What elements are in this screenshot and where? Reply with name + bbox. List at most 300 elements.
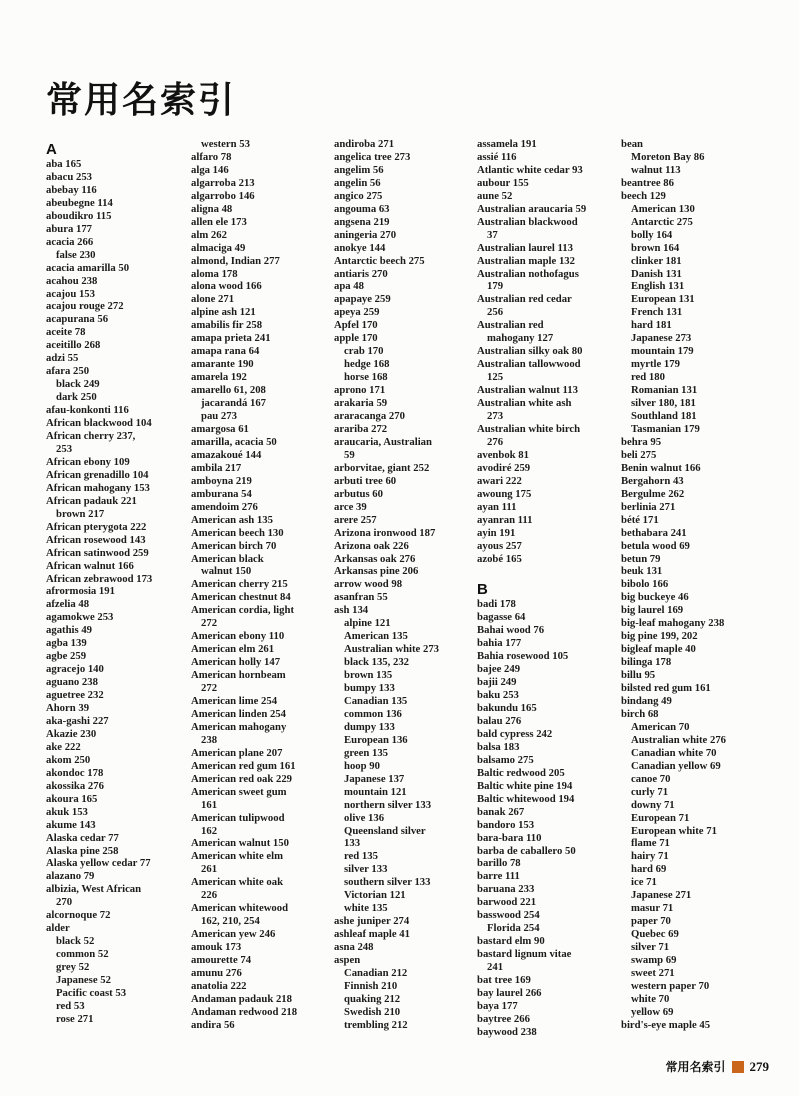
index-entry: American chestnut 84 <box>191 591 291 604</box>
index-entry: bald cypress 242 <box>477 727 553 740</box>
index-column-5 <box>621 138 771 1032</box>
index-entry: basswood 254 <box>477 909 540 922</box>
index-entry: Andaman redwood 218 <box>191 1005 298 1018</box>
index-entry: Australian red <box>477 319 544 332</box>
index-subentry: crab 170 <box>344 345 384 358</box>
index-columns <box>46 138 766 1038</box>
index-subentry: bolly 164 <box>631 228 673 241</box>
index-entry: American cherry 215 <box>191 578 288 591</box>
index-subentry: mountain 179 <box>631 345 694 358</box>
index-entry: American birch 70 <box>191 539 277 552</box>
index-entry: bigleaf maple 40 <box>621 643 696 656</box>
index-subentry: brown 217 <box>56 507 105 520</box>
index-entry: aspen <box>334 954 361 967</box>
index-subentry: paper 70 <box>631 915 671 928</box>
index-entry: angelica tree 273 <box>334 150 411 163</box>
index-entry: baya 177 <box>477 999 518 1012</box>
index-entry: bajee 249 <box>477 663 521 676</box>
index-entry: acacia amarilla 50 <box>46 261 130 274</box>
index-entry: American mahogany <box>191 720 287 733</box>
index-entry: betun 79 <box>621 552 661 565</box>
index-entry: arere 257 <box>334 513 377 526</box>
index-entry: algarrobo 146 <box>191 189 255 202</box>
index-entry: amazakoué 144 <box>191 448 262 461</box>
index-subentry: 133 <box>344 837 361 850</box>
index-subentry: trembling 212 <box>344 1018 408 1031</box>
index-subentry: common 52 <box>56 948 109 961</box>
index-entry: American plane 207 <box>191 746 283 759</box>
page-footer <box>665 1058 769 1075</box>
index-entry: Australian araucaria 59 <box>477 202 587 215</box>
index-subentry: downy 71 <box>631 798 675 811</box>
footer-title: 常用名索引 <box>665 1060 726 1074</box>
index-subentry: grey 52 <box>56 961 90 974</box>
index-entry: Baltic redwood 205 <box>477 766 565 779</box>
index-entry: African grenadillo 104 <box>46 468 149 481</box>
index-subentry: canoe 70 <box>631 772 671 785</box>
index-subentry: Australian white 276 <box>631 733 727 746</box>
index-subentry: western 53 <box>201 138 250 150</box>
index-entry: Arizona oak 226 <box>334 539 409 552</box>
index-entry: American black <box>191 552 264 565</box>
index-subentry: mahogany 127 <box>487 332 554 345</box>
index-subentry: 241 <box>487 961 504 974</box>
index-subentry: ice 71 <box>631 876 657 889</box>
index-entry: Arizona ironwood 187 <box>334 526 436 539</box>
index-entry: bibolo 166 <box>621 578 669 591</box>
index-entry: American white oak <box>191 876 284 889</box>
index-subentry: alpine 121 <box>344 617 391 630</box>
index-entry: agbe 259 <box>46 650 87 663</box>
index-subentry: Pacific coast 53 <box>56 987 127 999</box>
index-entry: African pterygota 222 <box>46 520 147 533</box>
index-entry: ake 222 <box>46 740 81 753</box>
index-subentry: walnut 150 <box>201 565 252 578</box>
index-entry: aceitillo 268 <box>46 339 101 352</box>
index-subentry: silver 180, 181 <box>631 397 696 410</box>
index-subentry: 162 <box>201 824 218 837</box>
index-entry: American beech 130 <box>191 526 284 539</box>
index-subentry: horse 168 <box>344 371 388 384</box>
index-subentry: Canadian yellow 69 <box>631 759 721 772</box>
index-entry: agba 139 <box>46 637 87 650</box>
page-title: 常用名索引 <box>46 80 237 121</box>
index-entry: Bahia rosewood 105 <box>477 650 569 663</box>
index-entry: aloma 178 <box>191 267 238 280</box>
index-subentry: Moreton Bay 86 <box>631 150 705 163</box>
index-entry: bat tree 169 <box>477 974 531 987</box>
index-entry: big buckeye 46 <box>621 591 689 604</box>
index-entry: ambila 217 <box>191 461 242 474</box>
index-subentry: Canadian 135 <box>344 694 408 707</box>
index-entry: Arkansas oak 276 <box>334 552 416 565</box>
index-entry: Bergahorn 43 <box>621 474 684 487</box>
index-entry: Bahai wood 76 <box>477 624 545 637</box>
index-entry: berlinia 271 <box>621 500 676 513</box>
index-subentry: pau 273 <box>201 410 237 423</box>
index-subentry: clinker 181 <box>631 254 682 267</box>
index-entry: Australian red cedar <box>477 293 572 306</box>
index-entry: Alaska pine 258 <box>46 844 119 857</box>
index-entry: bean <box>621 138 643 150</box>
index-subentry: silver 71 <box>631 941 670 954</box>
index-entry: American red oak 229 <box>191 772 293 785</box>
index-entry: araracanga 270 <box>334 410 405 423</box>
index-column-3 <box>334 138 484 1032</box>
index-subentry: red 180 <box>631 371 665 384</box>
index-entry: baytree 266 <box>477 1012 530 1025</box>
index-entry: afau-konkonti 116 <box>46 404 129 417</box>
index-entry: Australian nothofagus <box>477 267 579 280</box>
index-entry: baku 253 <box>477 689 519 702</box>
index-entry: assié 116 <box>477 150 517 163</box>
index-subentry: European white 71 <box>631 824 717 837</box>
index-entry: barba de caballero 50 <box>477 844 576 857</box>
index-subentry: Tasmanian 179 <box>631 422 700 435</box>
index-entry: awoung 175 <box>477 487 532 500</box>
index-entry: acapurana 56 <box>46 313 109 326</box>
index-entry: alona wood 166 <box>191 280 262 293</box>
index-entry: anokye 144 <box>334 241 386 254</box>
index-subentry: Japanese 271 <box>631 889 692 902</box>
index-entry: avodiré 259 <box>477 461 531 474</box>
index-subentry: Southland 181 <box>631 410 697 423</box>
index-entry: aka-gashi 227 <box>46 714 109 727</box>
index-subentry: red 135 <box>344 850 378 863</box>
index-entry: beantree 86 <box>621 176 674 189</box>
index-entry: Australian laurel 113 <box>477 241 573 254</box>
index-entry: beech 129 <box>621 189 666 202</box>
index-subentry: Australian white 273 <box>344 643 440 656</box>
index-subentry: 162, 210, 254 <box>201 915 260 928</box>
index-subentry: 161 <box>201 798 218 811</box>
index-entry: amarante 190 <box>191 358 254 371</box>
index-entry: baruana 233 <box>477 883 535 896</box>
index-subentry: 256 <box>487 306 504 319</box>
index-subentry: quaking 212 <box>344 992 401 1005</box>
index-entry: arbuti tree 60 <box>334 474 397 487</box>
index-subentry: yellow 69 <box>631 1005 674 1018</box>
index-subentry: green 135 <box>344 746 389 759</box>
index-entry: bastard elm 90 <box>477 935 545 948</box>
section-gap <box>477 565 627 578</box>
index-entry: acahou 238 <box>46 274 98 287</box>
index-entry: andiroba 271 <box>334 138 395 150</box>
index-entry: abebay 116 <box>46 183 97 196</box>
index-entry: American white elm <box>191 850 284 863</box>
index-entry: baywood 238 <box>477 1025 537 1038</box>
index-entry: Australian silky oak 80 <box>477 345 583 358</box>
index-entry: alcornoque 72 <box>46 909 111 922</box>
index-entry: alone 271 <box>191 293 235 306</box>
section-letter: B <box>477 581 488 599</box>
index-subentry: southern silver 133 <box>344 876 431 889</box>
index-entry: afrormosia 191 <box>46 585 115 598</box>
index-subentry: swamp 69 <box>631 954 677 967</box>
index-subentry: white 135 <box>344 902 388 915</box>
index-entry: ayous 257 <box>477 539 522 552</box>
index-subentry: Canadian 212 <box>344 967 408 979</box>
index-entry: big-leaf mahogany 238 <box>621 617 725 630</box>
index-entry: American tulipwood <box>191 811 285 824</box>
index-entry: amarela 192 <box>191 371 247 384</box>
index-entry: aprono 171 <box>334 384 386 397</box>
index-entry: arce 39 <box>334 500 367 513</box>
index-entry: angsena 219 <box>334 215 390 228</box>
index-entry: angelin 56 <box>334 176 381 189</box>
index-subentry: 179 <box>487 280 504 293</box>
index-subentry: walnut 113 <box>631 163 681 176</box>
index-entry: aba 165 <box>46 158 82 170</box>
index-entry: allen ele 173 <box>191 215 247 228</box>
index-entry: amboyna 219 <box>191 474 252 487</box>
index-entry: balsamo 275 <box>477 753 534 766</box>
index-entry: apeya 259 <box>334 306 380 319</box>
index-entry: aune 52 <box>477 189 513 202</box>
index-entry: African zebrawood 173 <box>46 572 153 585</box>
index-subentry: 273 <box>487 410 504 423</box>
index-entry: amunu 276 <box>191 967 242 979</box>
index-entry: American whitewood <box>191 902 289 915</box>
index-entry: ayin 191 <box>477 526 516 539</box>
index-subentry: bumpy 133 <box>344 682 395 695</box>
index-entry: bakundu 165 <box>477 702 537 715</box>
index-entry: Akazie 230 <box>46 727 97 740</box>
index-entry: amarilla, acacia 50 <box>191 435 277 448</box>
index-entry: akondoc 178 <box>46 766 104 779</box>
index-entry: amabilis fir 258 <box>191 319 263 332</box>
index-subentry: 270 <box>56 896 73 909</box>
index-entry: bara-bara 110 <box>477 831 542 844</box>
index-entry: amargosa 61 <box>191 422 249 435</box>
index-entry: American elm 261 <box>191 643 275 656</box>
index-subentry: curly 71 <box>631 785 669 798</box>
index-subentry: French 131 <box>631 306 683 319</box>
index-entry: acajou rouge 272 <box>46 300 124 313</box>
index-entry: billu 95 <box>621 669 656 682</box>
index-entry: akom 250 <box>46 753 91 766</box>
index-entry: aningeria 270 <box>334 228 397 241</box>
index-entry: Australian maple 132 <box>477 254 575 267</box>
index-subentry: English 131 <box>631 280 685 293</box>
index-subentry: American 70 <box>631 720 690 733</box>
index-entry: birch 68 <box>621 707 659 720</box>
index-subentry: 272 <box>201 617 218 630</box>
index-entry: ayan 111 <box>477 500 517 513</box>
index-entry: Bergulme 262 <box>621 487 685 500</box>
index-subentry: European 136 <box>344 733 408 746</box>
index-entry: angelim 56 <box>334 163 384 176</box>
index-subentry: American 130 <box>631 202 695 215</box>
index-entry: akoura 165 <box>46 792 98 805</box>
index-entry: antiaris 270 <box>334 267 388 280</box>
index-entry: African satinwood 259 <box>46 546 149 559</box>
index-entry: American walnut 150 <box>191 837 289 850</box>
index-subentry: Florida 254 <box>487 922 540 935</box>
index-entry: big laurel 169 <box>621 604 684 617</box>
index-entry: American sweet gum <box>191 785 287 798</box>
index-entry: akuk 153 <box>46 805 88 818</box>
index-entry: Australian blackwood <box>477 215 578 228</box>
index-entry: aligna 48 <box>191 202 233 215</box>
index-subentry: common 136 <box>344 707 402 720</box>
index-entry: almond, Indian 277 <box>191 254 280 267</box>
index-entry: bahia 177 <box>477 637 522 650</box>
index-entry: ashleaf maple 41 <box>334 928 410 941</box>
index-entry: arakaria 59 <box>334 397 388 410</box>
index-subentry: rose 271 <box>56 1012 94 1025</box>
index-entry: agracejo 140 <box>46 663 104 676</box>
index-entry: azobé 165 <box>477 552 522 565</box>
index-entry: aceite 78 <box>46 326 86 339</box>
index-entry: araucaria, Australian <box>334 435 432 448</box>
index-entry: alder <box>46 922 70 935</box>
index-entry: arrow wood 98 <box>334 578 403 591</box>
index-subentry: 59 <box>344 448 355 461</box>
index-entry: bastard lignum vitae <box>477 948 572 961</box>
index-entry: aguetree 232 <box>46 689 104 702</box>
index-entry: angouma 63 <box>334 202 390 215</box>
index-entry: aguano 238 <box>46 676 98 689</box>
index-entry: African rosewood 143 <box>46 533 146 546</box>
index-entry: algarroba 213 <box>191 176 255 189</box>
section-letter: A <box>46 141 57 158</box>
index-entry: bird's-eye maple 45 <box>621 1018 711 1031</box>
index-entry: Baltic white pine 194 <box>477 779 573 792</box>
index-entry: amburana 54 <box>191 487 252 500</box>
index-entry: almaciga 49 <box>191 241 246 254</box>
index-subentry: hard 69 <box>631 863 667 876</box>
index-entry: Antarctic beech 275 <box>334 254 425 267</box>
index-entry: abura 177 <box>46 222 93 235</box>
index-entry: arariba 272 <box>334 422 388 435</box>
index-subentry: red 53 <box>56 999 85 1012</box>
index-entry: alga 146 <box>191 163 229 176</box>
index-entry: awari 222 <box>477 474 522 487</box>
footer-accent-square <box>732 1061 744 1073</box>
index-subentry: European 71 <box>631 811 690 824</box>
index-subentry: jacarandá 167 <box>201 397 267 410</box>
index-entry: ayanran 111 <box>477 513 533 526</box>
index-entry: amarello 61, 208 <box>191 384 266 397</box>
index-subentry: brown 135 <box>344 669 393 682</box>
index-subentry: 125 <box>487 371 504 384</box>
index-subentry: 238 <box>201 733 218 746</box>
index-subentry: 272 <box>201 682 218 695</box>
index-entry: alfaro 78 <box>191 150 232 163</box>
index-entry: ashe juniper 274 <box>334 915 410 928</box>
index-subentry: masur 71 <box>631 902 674 915</box>
index-subentry: black 135, 232 <box>344 656 410 669</box>
index-entry: alm 262 <box>191 228 227 241</box>
index-subentry: Canadian white 70 <box>631 746 717 759</box>
index-entry: apa 48 <box>334 280 364 293</box>
index-entry: arborvitae, giant 252 <box>334 461 430 474</box>
index-entry: Alaska cedar 77 <box>46 831 119 844</box>
index-entry: asanfran 55 <box>334 591 388 604</box>
index-subentry: Finnish 210 <box>344 979 398 992</box>
index-entry: avenbok 81 <box>477 448 529 461</box>
index-entry: Benin walnut 166 <box>621 461 701 474</box>
index-entry: abeubegne 114 <box>46 196 113 209</box>
index-subentry: flame 71 <box>631 837 670 850</box>
index-subentry: Japanese 137 <box>344 772 405 785</box>
index-entry: Arkansas pine 206 <box>334 565 419 578</box>
index-entry: American hornbeam <box>191 669 286 682</box>
index-entry: American ebony 110 <box>191 630 285 643</box>
index-entry: African padauk 221 <box>46 494 137 507</box>
index-entry: arbutus 60 <box>334 487 383 500</box>
index-subentry: 226 <box>201 889 218 902</box>
index-entry: agathis 49 <box>46 624 93 637</box>
index-entry: balsa 183 <box>477 740 520 753</box>
index-entry: Australian walnut 113 <box>477 384 578 397</box>
index-subentry: dark 250 <box>56 391 97 404</box>
index-entry: bandoro 153 <box>477 818 535 831</box>
index-column-4 <box>477 138 627 1039</box>
index-entry: bété 171 <box>621 513 659 526</box>
index-entry: amapa rana 64 <box>191 345 260 358</box>
index-entry: apapaye 259 <box>334 293 391 306</box>
index-subentry: hard 181 <box>631 319 672 332</box>
index-entry: adzi 55 <box>46 352 79 365</box>
index-subentry: Japanese 52 <box>56 974 111 987</box>
index-entry: bay laurel 266 <box>477 987 542 999</box>
index-entry: amouk 173 <box>191 941 242 954</box>
index-entry: acajou 153 <box>46 287 95 300</box>
index-entry: aboudikro 115 <box>46 209 112 222</box>
index-entry: alpine ash 121 <box>191 306 256 319</box>
index-entry: Australian white ash <box>477 397 572 410</box>
index-subentry: Victorian 121 <box>344 889 406 902</box>
index-entry: apple 170 <box>334 332 378 345</box>
index-entry: akume 143 <box>46 818 96 831</box>
index-entry: barwood 221 <box>477 896 537 909</box>
index-entry: African walnut 166 <box>46 559 134 572</box>
index-subentry: Antarctic 275 <box>631 215 693 228</box>
index-subentry: silver 133 <box>344 863 388 876</box>
index-entry: angico 275 <box>334 189 383 202</box>
index-entry: amourette 74 <box>191 954 252 967</box>
index-entry: bindang 49 <box>621 694 672 707</box>
index-entry: American ash 135 <box>191 513 273 526</box>
index-entry: Australian white birch <box>477 422 581 435</box>
index-subentry: western paper 70 <box>631 979 710 992</box>
index-entry: American cordia, light <box>191 604 294 617</box>
index-entry: behra 95 <box>621 435 662 448</box>
index-subentry: hoop 90 <box>344 759 380 772</box>
index-subentry: 37 <box>487 228 498 241</box>
index-entry: beuk 131 <box>621 565 663 578</box>
index-entry: Ahorn 39 <box>46 702 90 715</box>
index-entry: big pine 199, 202 <box>621 630 698 643</box>
index-entry: balau 276 <box>477 714 522 727</box>
index-subentry: Quebec 69 <box>631 928 679 941</box>
index-entry: Baltic whitewood 194 <box>477 792 575 805</box>
index-entry: barillo 78 <box>477 857 521 870</box>
index-entry: amapa prieta 241 <box>191 332 271 345</box>
index-entry: badi 178 <box>477 598 516 611</box>
index-entry: American lime 254 <box>191 694 278 707</box>
index-entry: anatolia 222 <box>191 979 247 992</box>
index-entry: American linden 254 <box>191 707 286 720</box>
index-entry: Atlantic white cedar 93 <box>477 163 583 176</box>
index-entry: andira 56 <box>191 1018 235 1031</box>
index-subentry: 261 <box>201 863 218 876</box>
index-entry: American holly 147 <box>191 656 281 669</box>
index-subentry: white 70 <box>631 992 670 1005</box>
index-subentry: dumpy 133 <box>344 720 395 733</box>
